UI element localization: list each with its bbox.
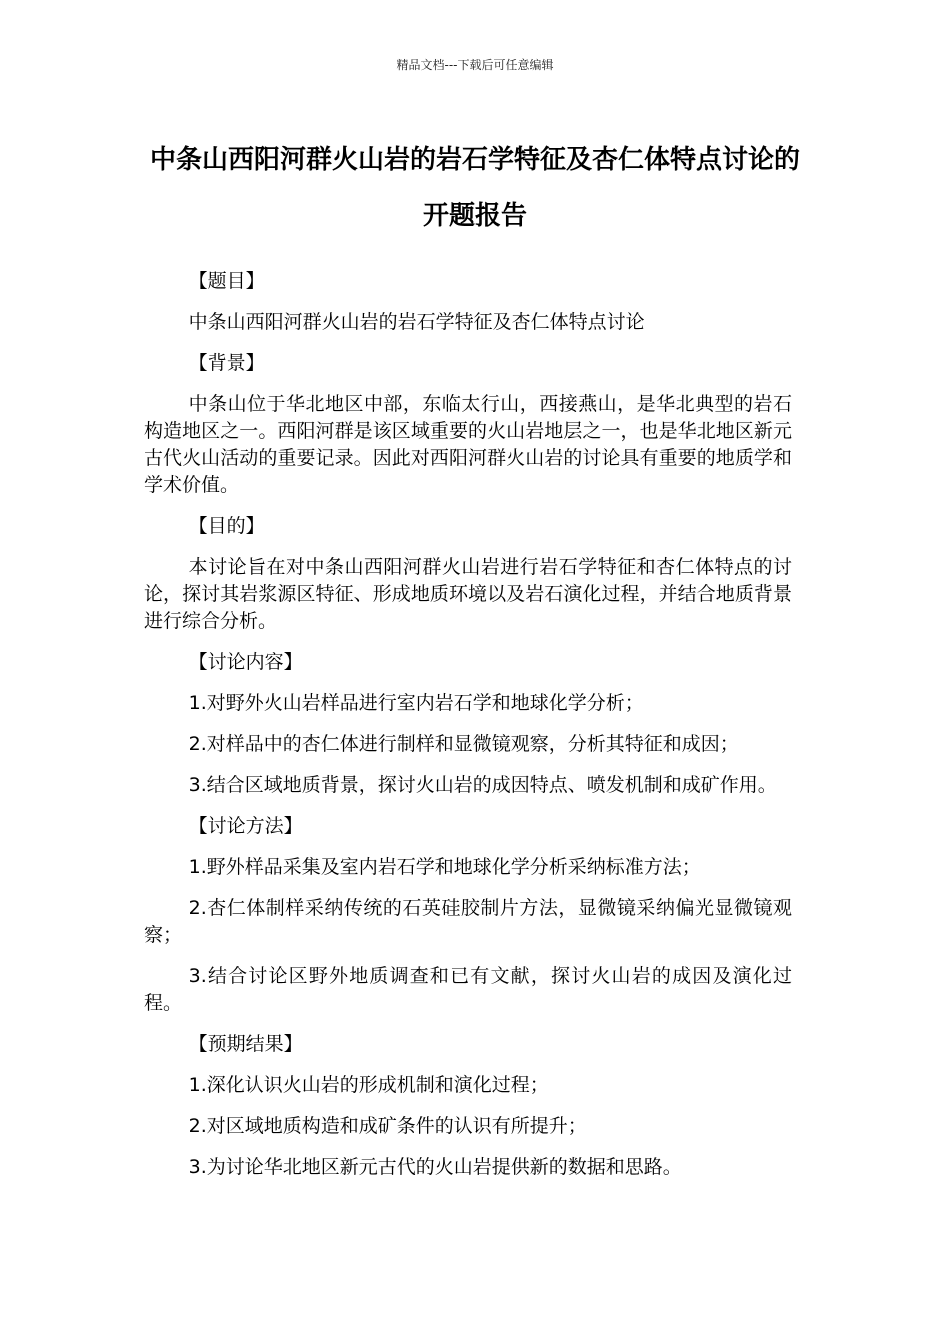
content-item: 3.结合区域地质背景，探讨火山岩的成因特点、喷发机制和成矿作用。: [188, 774, 777, 796]
method-item: 2.杏仁体制样采纳传统的石英硅胶制片方法，显微镜采纳偏光显微镜观察；: [144, 897, 792, 946]
section-heading-background: 【背景】: [188, 352, 265, 374]
section-heading-topic: 【题目】: [188, 270, 265, 292]
header-note: 精品文档---下载后可任意编辑: [396, 58, 554, 72]
section-heading-results: 【预期结果】: [188, 1033, 303, 1055]
purpose-text: 本讨论旨在对中条山西阳河群火山岩进行岩石学特征和杏仁体特点的讨论，探讨其岩浆源区特征、形成地质环境以及岩石演化过程，并结合地质背景进行综合分析。: [144, 556, 792, 632]
method-item: 1.野外样品采集及室内岩石学和地球化学分析采纳标准方法；: [188, 856, 701, 878]
result-item: 1.深化认识火山岩的形成机制和演化过程；: [188, 1074, 549, 1096]
result-item: 2.对区域地质构造和成矿条件的认识有所提升；: [188, 1115, 587, 1137]
section-heading-methods: 【讨论方法】: [188, 815, 303, 837]
topic-text: 中条山西阳河群火山岩的岩石学特征及杏仁体特点讨论: [188, 311, 645, 333]
document-body: [144, 268, 792, 1195]
section-heading-purpose: 【目的】: [188, 515, 265, 537]
content-item: 1.对野外火山岩样品进行室内岩石学和地球化学分析；: [188, 692, 644, 714]
background-text: 中条山位于华北地区中部，东临太行山，西接燕山，是华北典型的岩石构造地区之一。西阳河群是该区域重要的火山岩地层之一，也是华北地区新元古代火山活动的重要记录。因此对西阳河群火山岩的讨论具有重要的地质学和学术价值。: [144, 393, 792, 496]
method-item: 3.结合讨论区野外地质调查和已有文献，探讨火山岩的成因及演化过程。: [144, 965, 792, 1014]
document-title: 中条山西阳河群火山岩的岩石学特征及杏仁体特点讨论的开题报告: [149, 145, 800, 231]
result-item: 3.为讨论华北地区新元古代的火山岩提供新的数据和思路。: [188, 1156, 682, 1178]
content-item: 2.对样品中的杏仁体进行制样和显微镜观察，分析其特征和成因；: [188, 733, 739, 755]
section-heading-content: 【讨论内容】: [188, 651, 303, 673]
